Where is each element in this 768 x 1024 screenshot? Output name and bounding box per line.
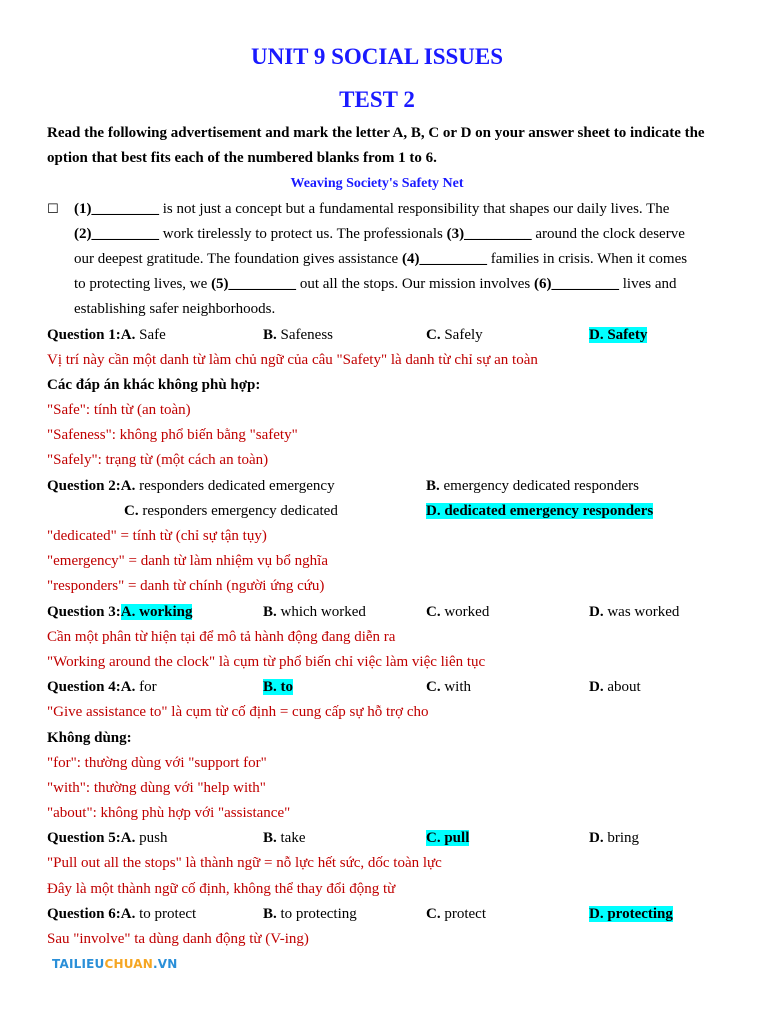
explanation-line: "dedicated" = tính từ (chỉ sự tận tụy) xyxy=(47,528,267,545)
option-text: worked xyxy=(440,603,490,620)
explanation-line: "Safeness": không phổ biến bằng "safety" xyxy=(47,427,298,444)
passage-line xyxy=(74,247,707,272)
option-text: bring xyxy=(603,830,640,847)
option-column xyxy=(426,323,483,348)
unit-title: UNIT 9 SOCIAL ISSUES xyxy=(250,44,504,69)
option-b[interactable] xyxy=(263,830,306,846)
explanation-line: Vị trí này cần một danh từ làm chủ ngữ của câu "Safety" là danh từ chỉ sự an toàn xyxy=(47,351,538,368)
option-text: push xyxy=(135,830,168,847)
option-a[interactable] xyxy=(121,478,335,494)
explanation-line: Cần một phân từ hiện tại để mô tả hành động đang diễn ra xyxy=(47,628,396,645)
explanation-line: "Give assistance to" là cụm từ cố định = cung cấp sự hỗ trợ cho xyxy=(47,704,429,721)
option-column xyxy=(263,675,293,700)
passage-line xyxy=(74,272,707,297)
option-column xyxy=(124,499,338,524)
passage-line xyxy=(74,222,707,247)
option-column xyxy=(426,902,486,927)
question-row xyxy=(47,675,707,700)
option-letter: C. xyxy=(124,502,139,519)
question-row xyxy=(47,474,707,499)
checkbox-icon: ☐ xyxy=(47,201,59,217)
option-c[interactable] xyxy=(426,906,486,922)
option-letter: B. xyxy=(263,905,277,922)
instructions: Read the following advertisement and mark the letter A, B, C or D on your answer sheet to indicate the option that best fits each of the numbered blanks from 1 to 6. xyxy=(47,125,705,167)
option-column xyxy=(589,902,673,927)
passage-text: our deepest gratitude. The foundation gives assistance xyxy=(74,250,402,267)
option-letter: A. xyxy=(120,326,136,343)
option-letter: D. xyxy=(589,905,604,922)
explanation-line: "Pull out all the stops" là thành ngữ = nỗ lực hết sức, dốc toàn lực xyxy=(47,855,442,872)
passage-text: around the clock deserve xyxy=(531,225,685,242)
option-text: take xyxy=(276,830,306,847)
question-label: Question 5: xyxy=(47,830,121,847)
explanation-line: "with": thường dùng với "help with" xyxy=(47,779,266,796)
option-text: to protecting xyxy=(276,905,357,922)
option-c[interactable] xyxy=(426,679,471,695)
document-page xyxy=(47,40,707,952)
explanation-line: "Working around the clock" là cụm từ phổ biến chỉ việc làm việc liên tục xyxy=(47,653,486,670)
footer-logo-part1: TAILIEU xyxy=(52,957,105,971)
option-text: to protect xyxy=(135,905,197,922)
option-column xyxy=(589,826,639,851)
option-text: with xyxy=(440,679,472,696)
option-letter: C. xyxy=(426,603,441,620)
option-column xyxy=(426,600,489,625)
option-b[interactable] xyxy=(263,906,357,922)
option-b[interactable] xyxy=(263,604,366,620)
option-column xyxy=(263,902,357,927)
option-column xyxy=(589,600,679,625)
question-row xyxy=(47,600,707,625)
passage-text: out all the stops. Our mission involves xyxy=(296,276,534,293)
option-column xyxy=(589,323,647,348)
explanation-line: Sau "involve" ta dùng danh động từ (V-ing) xyxy=(47,931,309,948)
option-d[interactable] xyxy=(589,679,641,695)
option-text: working xyxy=(135,603,193,620)
option-text: dedicated emergency responders xyxy=(440,502,654,519)
option-letter: C. xyxy=(426,905,441,922)
explanation-line: "responders" = danh từ chính (người ứng cứu) xyxy=(47,578,325,595)
option-a[interactable] xyxy=(121,327,166,343)
question-label: Question 3: xyxy=(47,603,121,620)
option-letter: A. xyxy=(120,905,136,922)
option-c[interactable] xyxy=(124,503,338,519)
questions-list xyxy=(47,323,707,953)
option-text: to xyxy=(276,679,294,696)
option-text: Safety xyxy=(603,326,648,343)
option-column xyxy=(263,826,306,851)
option-text: was worked xyxy=(603,603,680,620)
correct-answer[interactable] xyxy=(589,906,673,922)
passage-text: lives and xyxy=(618,276,677,293)
blank-marker: (1)_________ xyxy=(74,200,159,217)
option-letter: D. xyxy=(589,679,604,696)
option-d[interactable] xyxy=(589,830,639,846)
explanation-line: "emergency" = danh từ làm nhiệm vụ bổ nghĩa xyxy=(47,553,328,570)
passage-text: work tirelessly to protect us. The professionals xyxy=(159,225,447,242)
correct-answer[interactable] xyxy=(426,503,653,519)
option-letter: B. xyxy=(426,477,440,494)
option-d[interactable] xyxy=(589,604,679,620)
blank-marker: (3)_________ xyxy=(446,225,532,242)
option-column xyxy=(426,474,639,499)
passage-line xyxy=(74,297,707,322)
option-text: for xyxy=(135,679,157,696)
option-b[interactable] xyxy=(263,327,333,343)
option-letter: D. xyxy=(426,502,441,519)
option-text: responders emergency dedicated xyxy=(138,502,338,519)
question-label: Question 4: xyxy=(47,679,121,696)
passage-text: is not just a concept but a fundamental responsibility that shapes our daily lives. The xyxy=(159,200,670,217)
option-letter: A. xyxy=(120,477,136,494)
option-text: Safely xyxy=(440,326,483,343)
explanation-heading: Không dùng: xyxy=(47,729,132,746)
correct-answer[interactable] xyxy=(121,604,193,620)
option-column xyxy=(426,826,469,851)
question-row xyxy=(47,826,707,851)
explanation-line: "for": thường dùng với "support for" xyxy=(47,754,267,771)
blank-marker: (2)_________ xyxy=(74,225,159,242)
option-text: protect xyxy=(440,905,486,922)
option-text: pull xyxy=(440,830,470,847)
footer-logo xyxy=(52,957,178,971)
option-letter: B. xyxy=(263,603,277,620)
correct-answer[interactable] xyxy=(426,830,469,846)
option-text: protecting xyxy=(603,905,673,922)
question-label: Question 1: xyxy=(47,326,121,343)
option-letter: A. xyxy=(120,603,136,620)
option-text: responders dedicated emergency xyxy=(135,477,335,494)
option-column xyxy=(426,499,653,524)
option-letter: C. xyxy=(426,830,441,847)
option-column xyxy=(426,675,471,700)
option-text: about xyxy=(603,679,641,696)
option-c[interactable] xyxy=(426,604,489,620)
explanation-line: "about": không phù hợp với "assistance" xyxy=(47,805,291,822)
test-title: TEST 2 xyxy=(339,87,415,112)
blank-marker: (4)_________ xyxy=(401,250,487,267)
explanation-line: "Safely": trạng từ (một cách an toàn) xyxy=(47,452,269,469)
option-a[interactable] xyxy=(121,906,196,922)
option-a[interactable] xyxy=(121,679,157,695)
option-letter: A. xyxy=(120,830,136,847)
option-b[interactable] xyxy=(426,478,639,494)
footer-logo-part3: .VN xyxy=(153,957,178,971)
option-text: Safe xyxy=(135,326,166,343)
option-text: emergency dedicated responders xyxy=(439,477,639,494)
correct-answer[interactable] xyxy=(263,679,293,695)
correct-answer[interactable] xyxy=(589,327,647,343)
footer-logo-part2: CHUAN xyxy=(104,957,154,971)
question-row xyxy=(47,902,707,927)
option-column xyxy=(589,675,641,700)
passage-text: establishing safer neighborhoods. xyxy=(74,301,276,318)
option-letter: A. xyxy=(120,679,136,696)
option-c[interactable] xyxy=(426,327,483,343)
option-a[interactable] xyxy=(121,830,168,846)
explanation-line: Đây là một thành ngữ cố định, không thể thay đổi động từ xyxy=(47,880,396,897)
passage-body xyxy=(47,197,707,323)
passage-title: Weaving Society's Safety Net xyxy=(290,176,464,192)
option-letter: D. xyxy=(589,603,604,620)
option-letter: C. xyxy=(426,679,441,696)
option-letter: D. xyxy=(589,326,604,343)
blank-marker: (5)_________ xyxy=(211,276,297,293)
option-letter: B. xyxy=(263,679,277,696)
option-column xyxy=(263,600,366,625)
question-row-continued xyxy=(47,499,707,524)
question-label: Question 6: xyxy=(47,905,121,922)
passage-text: families in crisis. When it comes xyxy=(486,250,688,267)
option-text: Safeness xyxy=(276,326,334,343)
option-letter: B. xyxy=(263,326,277,343)
explanation-line: "Safe": tính từ (an toàn) xyxy=(47,402,191,419)
option-text: which worked xyxy=(276,603,366,620)
passage-line xyxy=(74,197,707,222)
option-column xyxy=(263,323,333,348)
option-letter: C. xyxy=(426,326,441,343)
blank-marker: (6)_________ xyxy=(533,276,619,293)
explanation-heading: Các đáp án khác không phù hợp: xyxy=(47,376,261,393)
passage-text: to protecting lives, we xyxy=(74,276,212,293)
option-letter: B. xyxy=(263,830,277,847)
question-row xyxy=(47,323,707,348)
question-label: Question 2: xyxy=(47,477,121,494)
option-letter: D. xyxy=(589,830,604,847)
